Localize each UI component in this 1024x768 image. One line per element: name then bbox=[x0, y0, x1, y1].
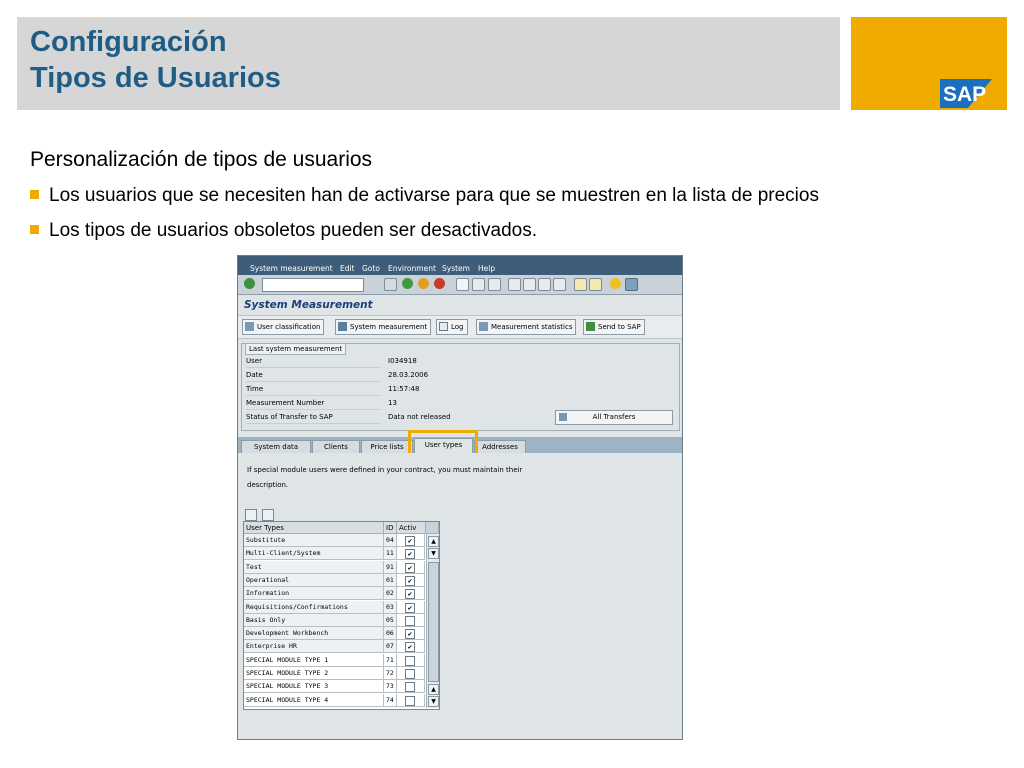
bullet-item bbox=[30, 220, 537, 242]
app-title: System Measurement bbox=[244, 299, 373, 311]
slide-title-line1: Configuración bbox=[30, 26, 227, 58]
active-cell bbox=[397, 614, 425, 627]
enter-icon[interactable] bbox=[244, 278, 255, 289]
id-cell: 74 bbox=[384, 694, 397, 707]
field-value-measurement-number: 13 bbox=[388, 399, 397, 407]
bullet-square-icon bbox=[30, 225, 39, 234]
scroll-thumb[interactable] bbox=[428, 562, 439, 682]
sap-logo-box bbox=[851, 17, 1007, 110]
application-toolbar bbox=[238, 315, 682, 339]
active-cell bbox=[397, 667, 425, 680]
field-value-transfer-status: Data not released bbox=[388, 413, 451, 421]
info-text-line2: description. bbox=[247, 481, 289, 489]
active-cell bbox=[397, 627, 425, 640]
user-type-cell: Enterprise HR bbox=[244, 640, 384, 653]
id-cell: 06 bbox=[384, 627, 397, 640]
active-cell bbox=[397, 694, 425, 707]
user-type-cell: Operational bbox=[244, 574, 384, 587]
column-header-active[interactable]: Activ bbox=[397, 522, 426, 534]
standard-toolbar bbox=[238, 275, 682, 295]
table-row[interactable] bbox=[244, 627, 425, 640]
measurement-statistics-button[interactable] bbox=[476, 319, 576, 335]
button-label: User classification bbox=[257, 323, 321, 331]
field-label-transfer-status: Status of Transfer to SAP bbox=[246, 412, 381, 424]
tab-user-types[interactable]: User types bbox=[414, 438, 473, 454]
active-checkbox[interactable]: ✔ bbox=[405, 603, 415, 613]
menu-environment[interactable]: Environment bbox=[388, 264, 436, 273]
menu-edit[interactable]: Edit bbox=[340, 264, 355, 273]
find-icon[interactable] bbox=[472, 278, 485, 291]
menu-system[interactable]: System bbox=[442, 264, 470, 273]
menu-bar bbox=[238, 256, 682, 275]
active-checkbox[interactable]: ✔ bbox=[405, 589, 415, 599]
bullet-text: Los tipos de usuarios obsoletos pueden ser desactivados. bbox=[49, 220, 537, 241]
table-row[interactable] bbox=[244, 561, 425, 574]
all-transfers-button[interactable] bbox=[555, 410, 673, 425]
slide-subtitle: Personalización de tipos de usuarios bbox=[30, 148, 373, 171]
user-type-cell: Development Workbench bbox=[244, 627, 384, 640]
user-type-cell: Basis Only bbox=[244, 614, 384, 627]
info-text-line1: If special module users were defined in your contract, you must maintain their bbox=[247, 466, 523, 474]
tab-addresses[interactable]: Addresses bbox=[474, 440, 526, 454]
user-type-cell[interactable]: SPECIAL MODULE TYPE 3 bbox=[244, 680, 384, 693]
field-label-date: Date bbox=[246, 370, 381, 382]
slide-title-bar bbox=[17, 17, 840, 110]
table-scrollbar[interactable] bbox=[426, 534, 439, 708]
table-row[interactable] bbox=[244, 534, 425, 547]
user-classification-button[interactable] bbox=[242, 319, 324, 335]
scroll-down-icon[interactable]: ▼ bbox=[428, 548, 439, 559]
group-title: Last system measurement bbox=[245, 343, 346, 355]
active-checkbox[interactable]: ✔ bbox=[405, 549, 415, 559]
help-icon[interactable] bbox=[610, 278, 621, 289]
active-cell bbox=[397, 574, 425, 587]
id-cell: 03 bbox=[384, 601, 397, 614]
table-row[interactable] bbox=[244, 694, 425, 707]
sap-logo-icon bbox=[940, 79, 992, 108]
active-checkbox[interactable]: ✔ bbox=[405, 576, 415, 586]
menu-help[interactable]: Help bbox=[478, 264, 496, 273]
user-type-cell: Requisitions/Confirmations bbox=[244, 601, 384, 614]
bullet-item bbox=[30, 185, 819, 207]
active-cell bbox=[397, 587, 425, 600]
send-icon bbox=[586, 322, 595, 331]
id-cell: 02 bbox=[384, 587, 397, 600]
active-checkbox[interactable]: ✔ bbox=[405, 642, 415, 652]
last-page-icon[interactable] bbox=[553, 278, 566, 291]
button-label: System measurement bbox=[350, 323, 428, 331]
cancel-icon[interactable] bbox=[434, 278, 445, 289]
sap-window bbox=[237, 255, 683, 740]
command-field[interactable] bbox=[262, 278, 364, 292]
exit-icon[interactable] bbox=[418, 278, 429, 289]
active-checkbox[interactable] bbox=[405, 616, 415, 626]
table-settings-icon[interactable] bbox=[426, 522, 439, 534]
active-checkbox[interactable] bbox=[405, 682, 415, 692]
field-value-time: 11:57:48 bbox=[388, 385, 420, 393]
back-icon[interactable] bbox=[402, 278, 413, 289]
tab-system-data[interactable]: System data bbox=[241, 440, 311, 454]
table-row[interactable] bbox=[244, 640, 425, 653]
tab-clients[interactable]: Clients bbox=[312, 440, 360, 454]
bullet-text: Los usuarios que se necesiten han de activarse para que se muestren en la lista de precios bbox=[49, 185, 819, 206]
save-icon[interactable] bbox=[384, 278, 397, 291]
bullet-square-icon bbox=[30, 190, 39, 199]
find-next-icon[interactable] bbox=[488, 278, 501, 291]
active-checkbox[interactable]: ✔ bbox=[405, 563, 415, 573]
id-cell: 01 bbox=[384, 574, 397, 587]
active-checkbox[interactable] bbox=[405, 669, 415, 679]
user-type-cell: Information bbox=[244, 587, 384, 600]
table-row[interactable] bbox=[244, 614, 425, 627]
layout-icon[interactable] bbox=[625, 278, 638, 291]
id-cell: 05 bbox=[384, 614, 397, 627]
table-row[interactable] bbox=[244, 667, 425, 680]
edit-icon[interactable] bbox=[262, 509, 274, 521]
active-checkbox[interactable]: ✔ bbox=[405, 629, 415, 639]
id-cell: 73 bbox=[384, 680, 397, 693]
table-row[interactable] bbox=[244, 601, 425, 614]
details-icon[interactable] bbox=[245, 509, 257, 521]
previous-page-icon[interactable] bbox=[523, 278, 536, 291]
table-row[interactable] bbox=[244, 547, 425, 560]
active-cell bbox=[397, 654, 425, 667]
user-type-cell[interactable]: SPECIAL MODULE TYPE 2 bbox=[244, 667, 384, 680]
print-icon[interactable] bbox=[456, 278, 469, 291]
active-cell bbox=[397, 561, 425, 574]
id-cell: 72 bbox=[384, 667, 397, 680]
system-measurement-button[interactable] bbox=[335, 319, 431, 335]
tab-price-lists[interactable]: Price lists bbox=[361, 440, 413, 454]
table-row[interactable] bbox=[244, 574, 425, 587]
user-type-cell[interactable]: SPECIAL MODULE TYPE 1 bbox=[244, 654, 384, 667]
measure-icon bbox=[338, 322, 347, 331]
active-cell bbox=[397, 640, 425, 653]
table-icon bbox=[559, 413, 567, 421]
user-types-table bbox=[243, 521, 440, 710]
first-page-icon[interactable] bbox=[508, 278, 521, 291]
active-cell bbox=[397, 680, 425, 693]
id-cell: 71 bbox=[384, 654, 397, 667]
next-page-icon[interactable] bbox=[538, 278, 551, 291]
menu-system-measurement[interactable]: System measurement bbox=[250, 264, 333, 273]
button-label: All Transfers bbox=[592, 413, 636, 421]
list-icon bbox=[245, 322, 254, 331]
field-label-time: Time bbox=[246, 384, 381, 396]
user-type-cell[interactable]: SPECIAL MODULE TYPE 4 bbox=[244, 694, 384, 707]
table-row[interactable] bbox=[244, 587, 425, 600]
scroll-up-icon[interactable]: ▲ bbox=[428, 536, 439, 547]
active-checkbox[interactable]: ✔ bbox=[405, 536, 415, 546]
active-checkbox[interactable] bbox=[405, 656, 415, 666]
send-to-sap-button[interactable] bbox=[583, 319, 645, 335]
button-label: Measurement statistics bbox=[491, 323, 573, 331]
field-label-measurement-number: Measurement Number bbox=[246, 398, 381, 410]
scroll-page-down-icon[interactable]: ▼ bbox=[428, 696, 439, 707]
id-cell: 07 bbox=[384, 640, 397, 653]
field-label-user: User bbox=[246, 356, 381, 368]
id-cell: 11 bbox=[384, 547, 397, 560]
table-row[interactable] bbox=[244, 654, 425, 667]
button-label: Send to SAP bbox=[598, 323, 641, 331]
active-cell bbox=[397, 534, 425, 547]
id-cell: 04 bbox=[384, 534, 397, 547]
menu-goto[interactable]: Goto bbox=[362, 264, 380, 273]
id-cell: 91 bbox=[384, 561, 397, 574]
table-row[interactable] bbox=[244, 680, 425, 693]
shortcut-icon[interactable] bbox=[589, 278, 602, 291]
field-value-date: 28.03.2006 bbox=[388, 371, 429, 379]
last-measurement-group bbox=[241, 343, 680, 431]
active-cell bbox=[397, 547, 425, 560]
user-type-cell: Test bbox=[244, 561, 384, 574]
button-label: Log bbox=[451, 323, 464, 331]
field-value-user: I034918 bbox=[388, 357, 417, 365]
statistics-icon bbox=[479, 322, 488, 331]
user-type-cell: Multi-Client/System bbox=[244, 547, 384, 560]
log-button[interactable] bbox=[436, 319, 468, 335]
log-icon bbox=[439, 322, 448, 331]
scroll-page-up-icon[interactable]: ▲ bbox=[428, 684, 439, 695]
user-type-cell: Substitute bbox=[244, 534, 384, 547]
slide-title-line2: Tipos de Usuarios bbox=[30, 62, 281, 94]
new-session-icon[interactable] bbox=[574, 278, 587, 291]
column-header-user-types[interactable]: User Types bbox=[244, 522, 384, 534]
column-header-id[interactable]: ID bbox=[384, 522, 397, 534]
sap-logo-text: SAP bbox=[943, 83, 987, 106]
active-checkbox[interactable] bbox=[405, 696, 415, 706]
active-cell bbox=[397, 601, 425, 614]
